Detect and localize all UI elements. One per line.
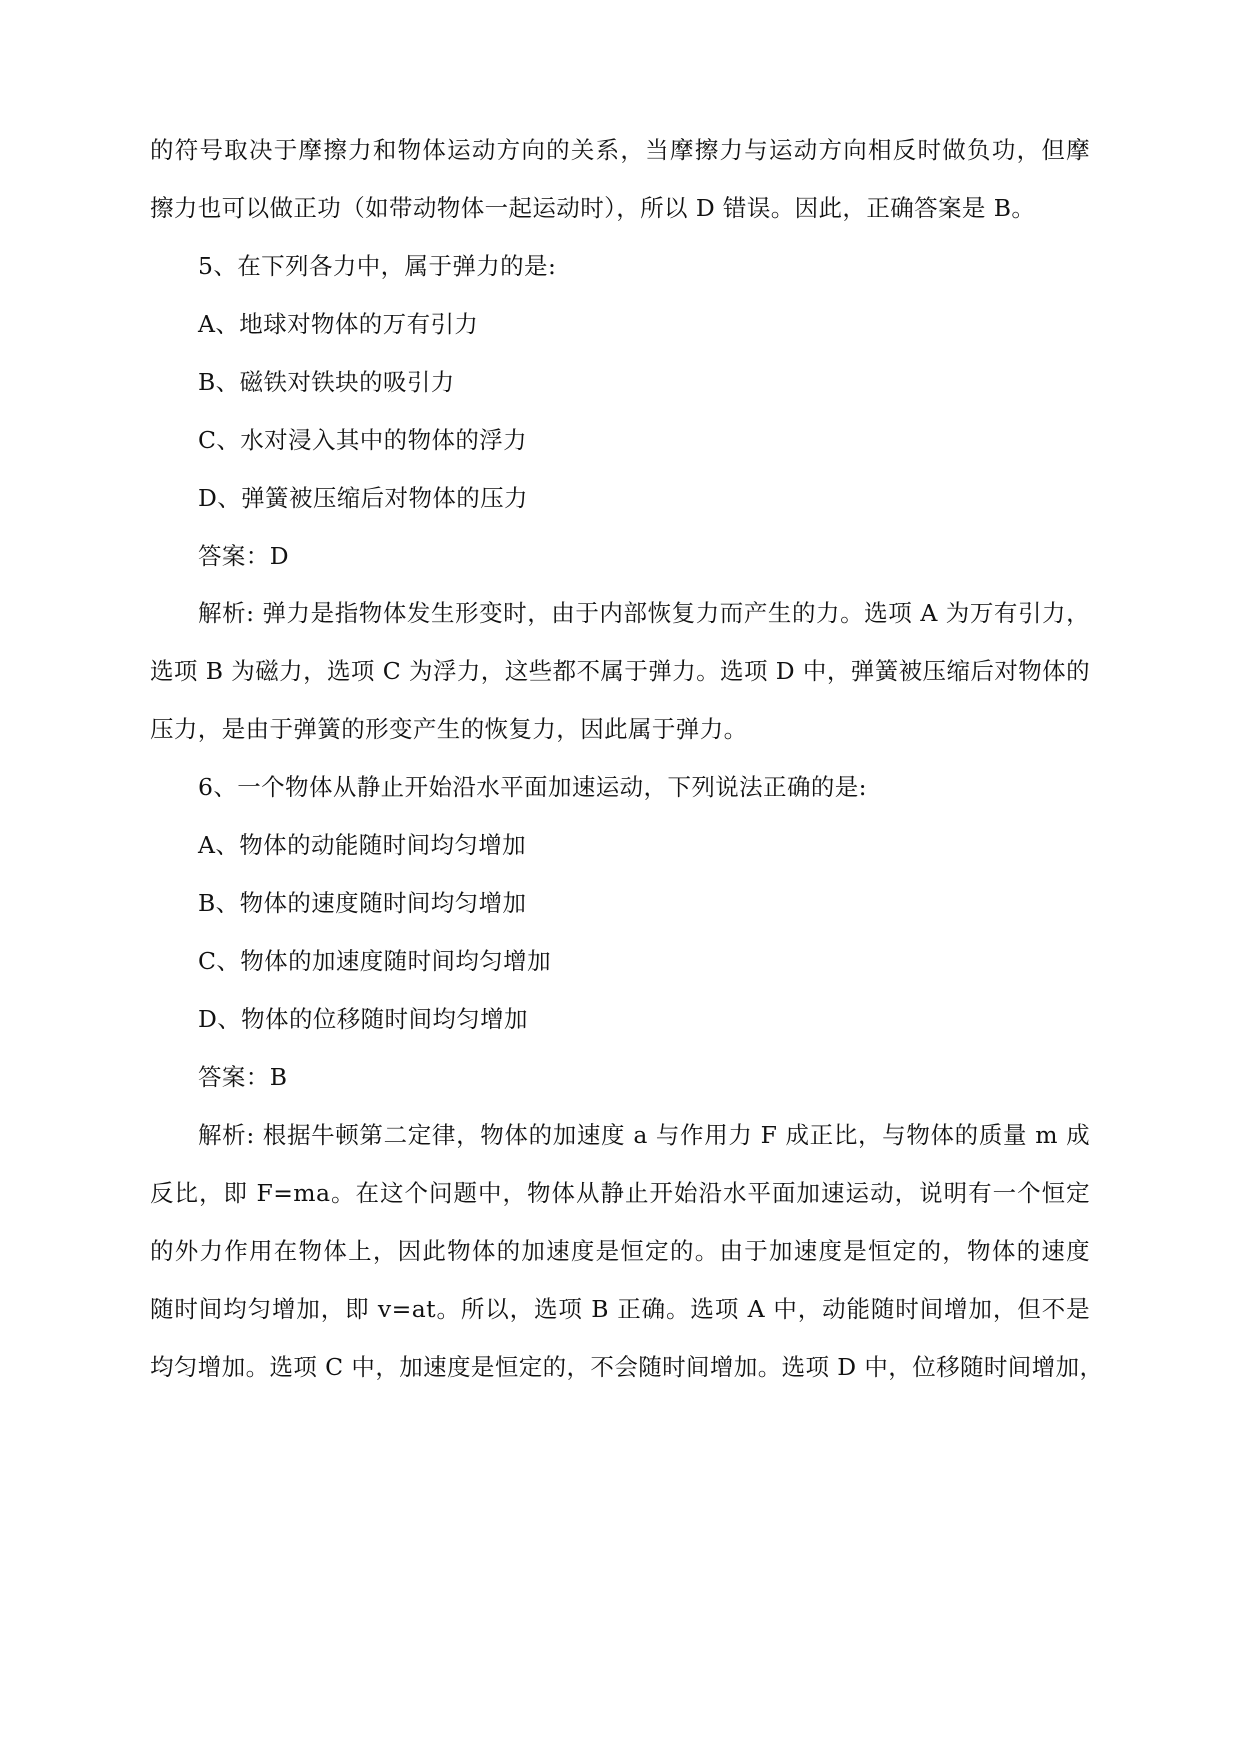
question-6-analysis-line-4: 随时间均匀增加，即 v=at。所以，选项 B 正确。选项 A 中，动能随时间增加，但不是	[150, 1295, 1090, 1323]
question-6-text: 6、一个物体从静止开始沿水平面加速运动，下列说法正确的是:	[198, 773, 867, 801]
continuation-line-2: 擦力也可以做正功（如带动物体一起运动时），所以 D 错误。因此，正确答案是 B。	[150, 194, 1036, 222]
question-6-analysis-line-3: 的外力作用在物体上，因此物体的加速度是恒定的。由于加速度是恒定的，物体的速度	[150, 1237, 1090, 1265]
question-6-option-d: D、物体的位移随时间均匀增加	[198, 1005, 528, 1033]
question-6-option-a: A、物体的动能随时间均匀增加	[198, 831, 527, 859]
continuation-line-1: 的符号取决于摩擦力和物体运动方向的关系，当摩擦力与运动方向相反时做负功，但摩	[150, 136, 1090, 164]
question-5-option-c: C、水对浸入其中的物体的浮力	[198, 426, 528, 454]
question-5-option-b: B、磁铁对铁块的吸引力	[198, 368, 455, 396]
question-6-option-b: B、物体的速度随时间均匀增加	[198, 889, 527, 917]
question-6-option-c: C、物体的加速度随时间均匀增加	[198, 947, 551, 975]
question-5-analysis-line-2: 选项 B 为磁力，选项 C 为浮力，这些都不属于弹力。选项 D 中，弹簧被压缩后对物体的	[150, 657, 1090, 685]
question-5-option-d: D、弹簧被压缩后对物体的压力	[198, 484, 528, 512]
question-5-analysis-line-3: 压力，是由于弹簧的形变产生的恢复力，因此属于弹力。	[150, 715, 748, 743]
question-6-answer: 答案：B	[198, 1063, 288, 1091]
question-6-analysis-line-2: 反比，即 F=ma。在这个问题中，物体从静止开始沿水平面加速运动，说明有一个恒定	[150, 1179, 1090, 1207]
question-5-option-a: A、地球对物体的万有引力	[198, 310, 479, 338]
question-6-analysis-line-1: 解析: 根据牛顿第二定律，物体的加速度 a 与作用力 F 成正比，与物体的质量 m 成	[198, 1121, 1090, 1149]
question-5-text: 5、在下列各力中，属于弹力的是:	[198, 252, 557, 280]
question-6-analysis-line-5: 均匀增加。选项 C 中，加速度是恒定的，不会随时间增加。选项 D 中，位移随时间增加，	[150, 1353, 1104, 1381]
question-5-answer: 答案：D	[198, 542, 289, 570]
question-5-analysis-line-1: 解析: 弹力是指物体发生形变时，由于内部恢复力而产生的力。选项 A 为万有引力，	[198, 599, 1090, 627]
